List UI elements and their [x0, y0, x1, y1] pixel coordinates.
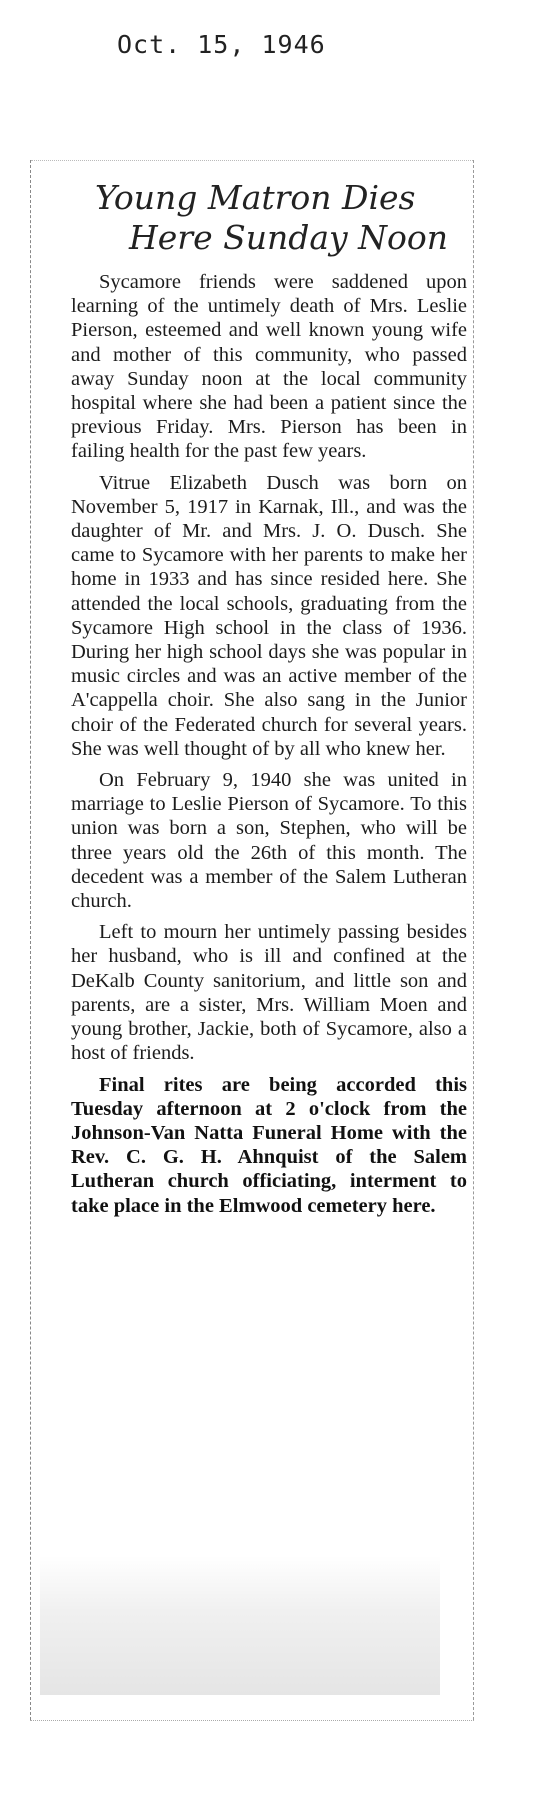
paragraph-2: Vitrue Elizabeth Dusch was born on November 5, 1917 in Karnak, Ill., and was the daughter of Mr. and Mrs. J. O. Dusch. She came to Sycamore with her parents to make her home in 1933 and has since resided here. She attended the local schools, graduating from the Sycamore High school in the class of 1936. During her high school days she was popular in music circles and was an active member of the A'cappella choir. She also sang in the Junior choir of the Federated church for several years. She was well thought of by all who knew her.: [71, 471, 467, 760]
obituary-article: [71, 270, 467, 1225]
headline-line-1: Young Matron Dies: [95, 178, 416, 217]
paragraph-4: Left to mourn her untimely passing besides her husband, who is ill and confined at the DeKalb County sanitorium, and little son and parents, are a sister, Mrs. William Moen and young brother, Jackie, both of Sycamore, also a host of friends.: [71, 921, 467, 1065]
date-stamp: Oct. 15, 1946: [117, 30, 326, 59]
paragraph-1: Sycamore friends were saddened upon learning of the untimely death of Mrs. Leslie Pierson, esteemed and well known young wife and mother of this community, who passed away Sunday noon at the local community hospital where she had been a patient since the previous Friday. Mrs. Pierson has been in failing health for the past few years.: [71, 271, 467, 463]
paragraph-3: On February 9, 1940 she was united in marriage to Leslie Pierson of Sycamore. To this union was born a son, Stephen, who will be three years old the 26th of this month. The decedent was a member of the Salem Lutheran church.: [71, 769, 467, 913]
clipping-bottom-edge: [30, 1720, 474, 1722]
clipping-top-edge: [31, 160, 473, 162]
headline: [31, 178, 473, 258]
paragraph-5: Final rites are being accorded this Tuesday afternoon at 2 o'clock from the Johnson-Van Natta Funeral Home with the Rev. C. G. H. Ahnquist of the Salem Lutheran church officiating, interment to take place in the Elmwood cemetery here.: [71, 1073, 467, 1217]
headline-line-2: Here Sunday Noon: [129, 218, 449, 257]
